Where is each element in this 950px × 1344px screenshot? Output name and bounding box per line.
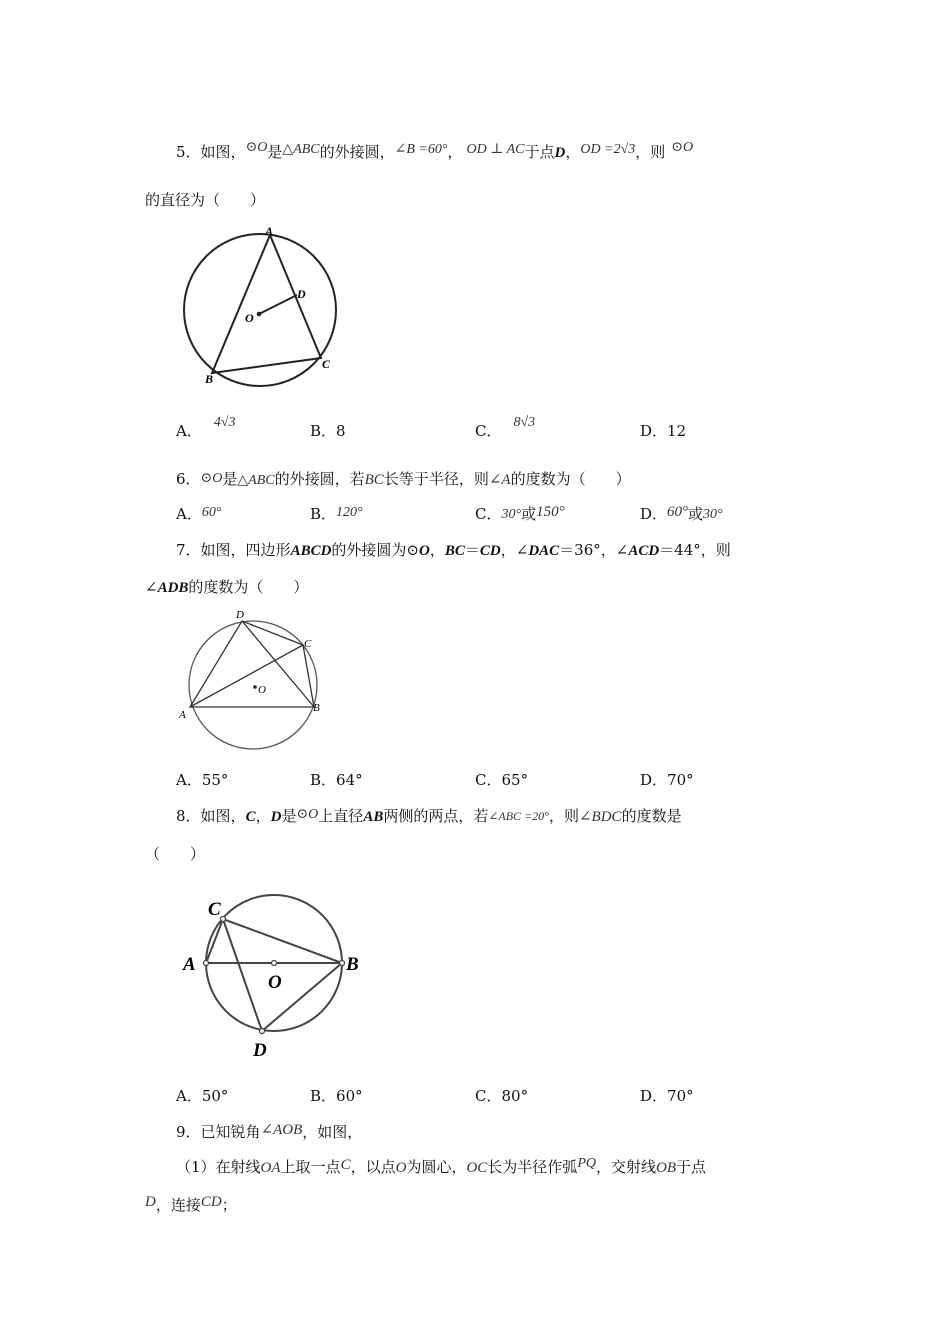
q8-line2: （ ） — [145, 845, 206, 863]
q8-point-d — [260, 1029, 265, 1034]
q7-option-a[interactable]: A．55° — [176, 771, 229, 789]
q6-option-a[interactable]: A．60° — [176, 505, 222, 523]
q7-line2: ∠ADB的度数为（ ） — [145, 578, 309, 596]
q7-diagonal-db — [242, 621, 314, 707]
q9-line1: 9．已知锐角∠AOB，如图， — [176, 1122, 363, 1141]
q5-label-b: B — [205, 372, 214, 386]
q8-point-o — [272, 961, 277, 966]
q8-option-c[interactable]: C．80° — [475, 1087, 529, 1105]
q6-option-d[interactable]: D．60°或30° — [640, 504, 723, 523]
q8-point-c — [221, 917, 226, 922]
q5-line2: 的直径为（ ） — [145, 191, 266, 209]
q5-option-a[interactable]: A． 4√3 — [176, 415, 236, 440]
q5-label-o: O — [245, 311, 254, 325]
circle-o-symbol: ⊙O — [245, 140, 268, 155]
q5-option-b[interactable]: B．8 — [310, 422, 346, 440]
q7-figure — [178, 607, 328, 752]
q8-option-b[interactable]: B．60° — [310, 1087, 363, 1105]
q7-option-b[interactable]: B．64° — [310, 771, 363, 789]
q5-line1: 5．如图，⊙O是△ABC的外接圆，∠B =60°， OD ⊥ AC于点D，OD =2√3，则 ⊙O — [176, 140, 694, 161]
q8-label-c: C — [208, 899, 221, 920]
q5-segment-od — [259, 295, 297, 314]
q7-line1: 7．如图，四边形ABCD的外接圆为⊙O，BC＝CD，∠DAC＝36°，∠ACD＝44°，则 — [176, 541, 731, 559]
q7-option-c[interactable]: C．65° — [475, 771, 529, 789]
q8-option-d[interactable]: D．70° — [640, 1087, 694, 1105]
q6-line1: 6．⊙O是△ABC的外接圆，若BC长等于半径，则∠A的度数为（ ） — [176, 470, 631, 488]
q7-label-b: B — [313, 702, 320, 714]
q8-label-b: B — [346, 954, 359, 975]
q5-label-a: A — [265, 224, 274, 238]
q6-option-b[interactable]: B．120° — [310, 505, 363, 523]
q8-label-a: A — [183, 954, 196, 975]
q5-triangle — [212, 235, 321, 373]
q7-diagonal-ac — [190, 645, 303, 707]
q6-option-c[interactable]: C．30°或150° — [475, 504, 565, 523]
q8-label-o: O — [268, 972, 282, 993]
q8-figure — [178, 890, 368, 1065]
q5-figure — [180, 225, 340, 390]
q7-label-c: C — [304, 638, 312, 650]
q7-option-d[interactable]: D．70° — [640, 771, 694, 789]
q7-label-a: A — [179, 709, 186, 721]
q7-label-d: D — [236, 609, 244, 621]
q9-step1-line2: D，连接CD； — [145, 1194, 237, 1214]
q5-option-d[interactable]: D．12 — [640, 422, 687, 440]
q8-label-d: D — [253, 1040, 267, 1061]
q7-circle — [189, 621, 317, 749]
q8-point-b — [340, 961, 345, 966]
q5-point-o — [257, 312, 262, 317]
q8-point-a — [204, 961, 209, 966]
q7-label-o: O — [258, 684, 266, 696]
q5-label-c: C — [322, 357, 331, 371]
q8-option-a[interactable]: A．50° — [176, 1087, 229, 1105]
q5-option-c[interactable]: C． 8√3 — [475, 415, 536, 440]
q7-point-o — [253, 685, 257, 689]
q9-step1-line1: （1）在射线OA上取一点C，以点O为圆心，OC长为半径作弧PQ，交射线OB于点 — [176, 1156, 707, 1176]
q5-label-d: D — [297, 287, 306, 301]
q8-line1: 8．如图，C，D是⊙O上直径AB两侧的两点，若∠ABC =20°，则∠BDC的度数是 — [176, 807, 682, 825]
